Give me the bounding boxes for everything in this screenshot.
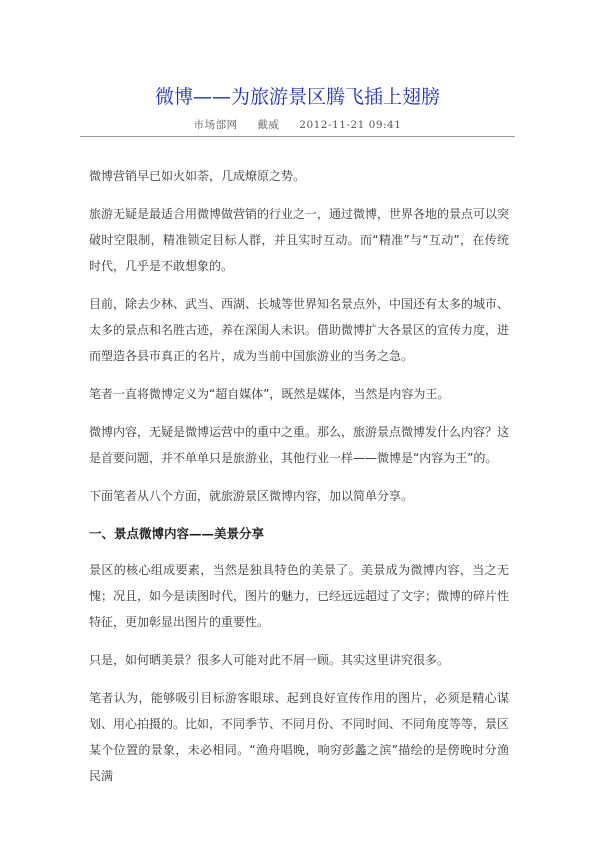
paragraph-tourism: 旅游无疑是最适合用微博做营销的行业之一，通过微博，世界各地的景点可以突破时空限制，精准锁定目标人群，并且实时互动。而“精准”与“互动”，在传统时代，几乎是不敢想象的。	[89, 207, 510, 273]
article-author: 戴威	[257, 119, 280, 131]
title-divider	[80, 136, 515, 137]
article-meta	[0, 117, 595, 132]
paragraph-content: 微博内容，无疑是微博运营中的重中之重。那么，旅游景点微博发什么内容？这是首要问题，并不单单只是旅游业，其他行业一样——微博是“内容为王”的。	[89, 425, 510, 465]
section-heading: 一、景点微博内容——美景分享	[89, 526, 265, 541]
paragraph-intro: 微博营销早已如火如荼，几成燎原之势。	[89, 169, 306, 183]
paragraph-scenery: 景区的核心组成要素，当然是独具特色的美景了。美景成为微博内容，当之无愧；况且，如今是读图时代，图片的魅力，已经远远超过了文字；微博的碎片性特征，更加彰显出图片的重要性。	[89, 563, 510, 629]
paragraph-how-to-show: 只是，如何晒美景？很多人可能对此不屑一顾。其实这里讲究很多。	[89, 653, 450, 667]
paragraph-photography: 笔者认为，能够吸引目标游客眼球、起到良好宣传作用的图片，必须是精心谋划、用心拍摄的。比如，不同季节、不同月份、不同时间、不同角度等等，景区某个位置的景象，未必相同。“渔舟唱晚，响穷彭蠡之滨”描绘的是傍晚时分渔民满	[89, 691, 510, 783]
paragraph-outline: 下面笔者从八个方面，就旅游景区微博内容，加以简单分享。	[89, 489, 414, 503]
article-date: 2012-11-21 09:41	[299, 119, 402, 131]
paragraph-media: 笔者一直将微博定义为“超自媒体”，既然是媒体，当然是内容为王。	[89, 387, 450, 401]
article-title: 微博——为旅游景区腾飞插上翅膀	[154, 86, 440, 108]
article-source: 市场部网	[193, 119, 238, 131]
article-body	[89, 163, 509, 801]
paragraph-current: 目前，除去少林、武当、西湖、长城等世界知名景点外，中国还有太多的城市、太多的景点和名胜古迹，养在深闺人未识。借助微博扩大各景区的宣传力度，进而塑造各县市真正的名片，成为当前中国旅游业的当务之急。	[89, 297, 510, 363]
